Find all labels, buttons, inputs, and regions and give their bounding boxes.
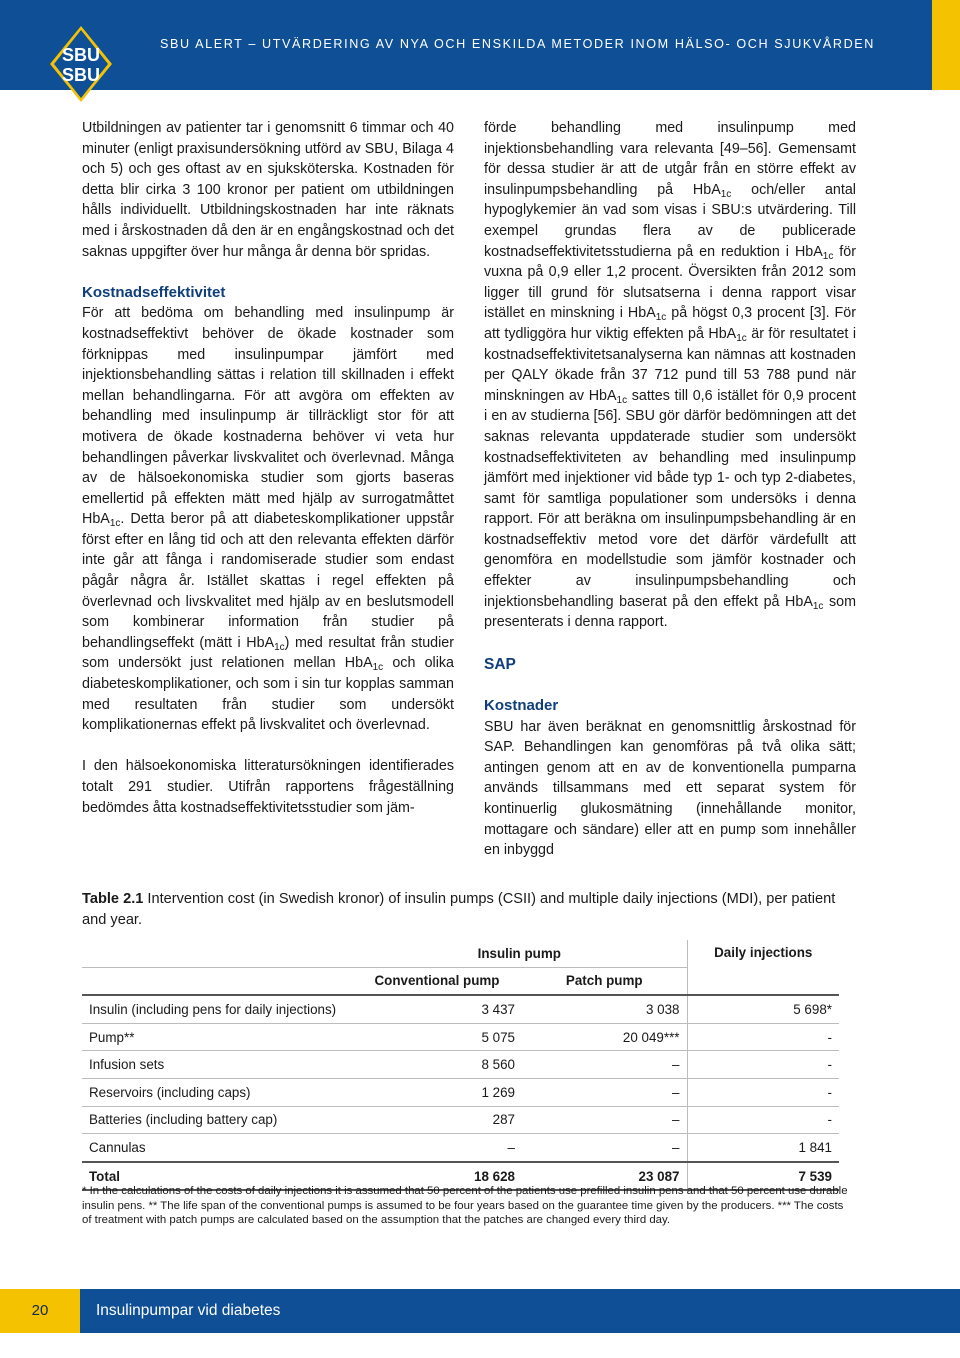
svg-text:SBU: SBU (61, 45, 101, 65)
header-title: SBU ALERT – UTVÄRDERING AV NYA OCH ENSKILDA METODER INOM HÄLSO- OCH SJUKVÅRDEN (160, 37, 875, 51)
heading-cost-effectiveness: Kostnadseffektivitet (82, 283, 226, 301)
page-number: 20 (0, 1289, 80, 1333)
table-caption: Table 2.1 Intervention cost (in Swedish kronor) of insulin pumps (CSII) and multiple daily injections (MDI), per patient and year. (82, 891, 836, 928)
heading-sap: SAP (484, 655, 516, 673)
paragraph-sap-costs: SBU har även beräknat en genomsnittlig årskostnad för SAP. Behandlingen kan genomföras på två olika sätt; antingen genom att en av de konventionella pumparna används tillsammans med ett separat system för kontinuerlig glukosmätning (innehållande monitor, mottagare och sändare) eller att en pump som innehåller en inbyggd (484, 718, 856, 859)
table-row: Infusion sets 8 560 – - (82, 1051, 839, 1079)
table-header-empty (82, 940, 352, 967)
header-accent-strip (932, 0, 960, 90)
table-row: Cannulas – – 1 841 (82, 1134, 839, 1162)
paragraph-education: Utbildningen av patienter tar i genomsnitt 6 timmar och 40 minuter (enligt praxisundersökning utförd av SBU, Bilaga 4 och 5) och ges oftast av en sjuksköterska. Kostnaden för detta blir cirka 3 100 kronor per patient om utbildningen hålls individuellt. Utbildningskostnaden har inte räknats med i årskostnaden då den är en engångskostnad och det saknas uppgifter över hur många år denna bör spridas. (82, 120, 454, 260)
table-header-patch-pump: Patch pump (522, 967, 687, 995)
table-subheader-empty (82, 967, 352, 995)
table-row: Pump** 5 075 20 049*** - (82, 1023, 839, 1051)
right-column (484, 118, 856, 861)
paragraph-cost-effectiveness: För att bedöma om behandling med insulinpump är kostnadseffektivt behöver de ökade kostnader som förknippas med insulinpumpar jämfört med injektionsbehandling sättas i relation till skillnaden i effekt mellan behandlingarna. För att avgöra om effekten av behandling med insulinpump är tillräckligt stor för att motivera de ökade kostnaderna behöver vi veta hur behandlingen påverkar livskvalitet och överlevnad. Många av de hälsoekonomiska studier som gjorts baseras emellertid på effekten mätt med hjälp av surrogatmåttet HbA$_{1c}$. Detta beror på att diabeteskomplikationer uppstår först efter en lång tid och att den relevanta effekten därför inte går att fånga i randomiserade studier som endast pågår några år. Istället skattas i regel effekten på överlevnad och livskvalitet med hjälp av en beslutsmodell som kombinerar information från studier på behandlingseffekt (mätt i HbA$_{1c}$) med resultat från studier som undersökt just relationen mellan HbA$_{1c}$ och olika diabeteskomplikationer, och som i sin tur kopplas samman med resultaten från studier som undersökt komplikationernas effekt på livskvalitet och överlevnad. (82, 305, 454, 734)
table-header-daily-injections: Daily injections (687, 940, 839, 995)
heading-kostnader: Kostnader (484, 697, 559, 715)
table-header-conventional-pump: Conventional pump (352, 967, 522, 995)
svg-text:SBU: SBU (61, 65, 101, 85)
paragraph-literature-search: I den hälsoekonomiska litteratursökningen identifierades totalt 291 studier. Utifrån rapportens frågeställning bedömdes åtta kostnadseffektivitetsstudier som jäm- (82, 758, 454, 816)
table-header-insulin-pump: Insulin pump (352, 940, 687, 967)
table-row: Reservoirs (including caps) 1 269 – - (82, 1078, 839, 1106)
table-header-row (82, 940, 839, 967)
table-total-row: Total 18 628 23 087 7 539 (82, 1162, 839, 1191)
table-row: Insulin (including pens for daily injections) 3 437 3 038 5 698* (82, 995, 839, 1023)
footer-title: Insulinpumpar vid diabetes (96, 1302, 281, 1319)
paragraph-relevant-studies: förde behandling med insulinpump med injektionsbehandling vara relevanta [49–56]. Gemensamt för dessa studier är att de utgår från en större effekt av insulinpumpsbehandling på HbA$_{1c}$ och/eller antal hypoglykemier än vad som visas i SBU:s utvärdering. Till exempel grundas flera av de publicerade kostnadseffektivitetsstudierna på en reduktion i HbA$_{1c}$ för vuxna på 0,9 eller 1,2 procent. Översikten från 2012 som ligger till grund för slutsatserna i denna rapport visar istället en minskning i HbA$_{1c}$ på högst 0,3 procent [3]. För att tydliggöra hur viktig effekten på HbA$_{1c}$ är för resultatet i kostnadseffektivitetsanalyserna kan nämnas att kostnaden per QALY ökade från 37 712 pund till 53 788 pund när minskningen av HbA$_{1c}$ sattes till 0,6 istället för 0,9 procent i en av studierna [56]. SBU gör därför bedömningen att det saknas relevanta uppdaterade studier som undersökt kostnadseffektiviteten av behandling med insulinpump jämfört med injektioner vid både typ 1- och typ 2-diabetes, samt för samtliga populationer som undersöks i denna rapport. För att beräkna om insulinpumpsbehandling är en kostnadseffektiv metod vore det därför värdefullt att genomföra en modellstudie som jämför kostnader och effekter av insulinpumpsbehandling och injektionsbehandling baserat på den effekt på HbA$_{1c}$ som presenterats i denna rapport. (484, 120, 857, 631)
cost-table (82, 940, 839, 1191)
left-column (82, 118, 454, 818)
table-footnote: * In the calculations of the costs of daily injections it is assumed that 50 percent of the patients use prefilled insulin pens and that 50 percent use durable insulin pens. ** The life span of the conventional pumps is assumed to be four years based on the guarantee time given by the producers. *** The costs of treatment with patch pumps are calculated based on the assumption that the patches are changed every third day. (82, 1185, 848, 1227)
sbu-logo (50, 26, 112, 102)
table-row: Batteries (including battery cap) 287 – - (82, 1106, 839, 1134)
